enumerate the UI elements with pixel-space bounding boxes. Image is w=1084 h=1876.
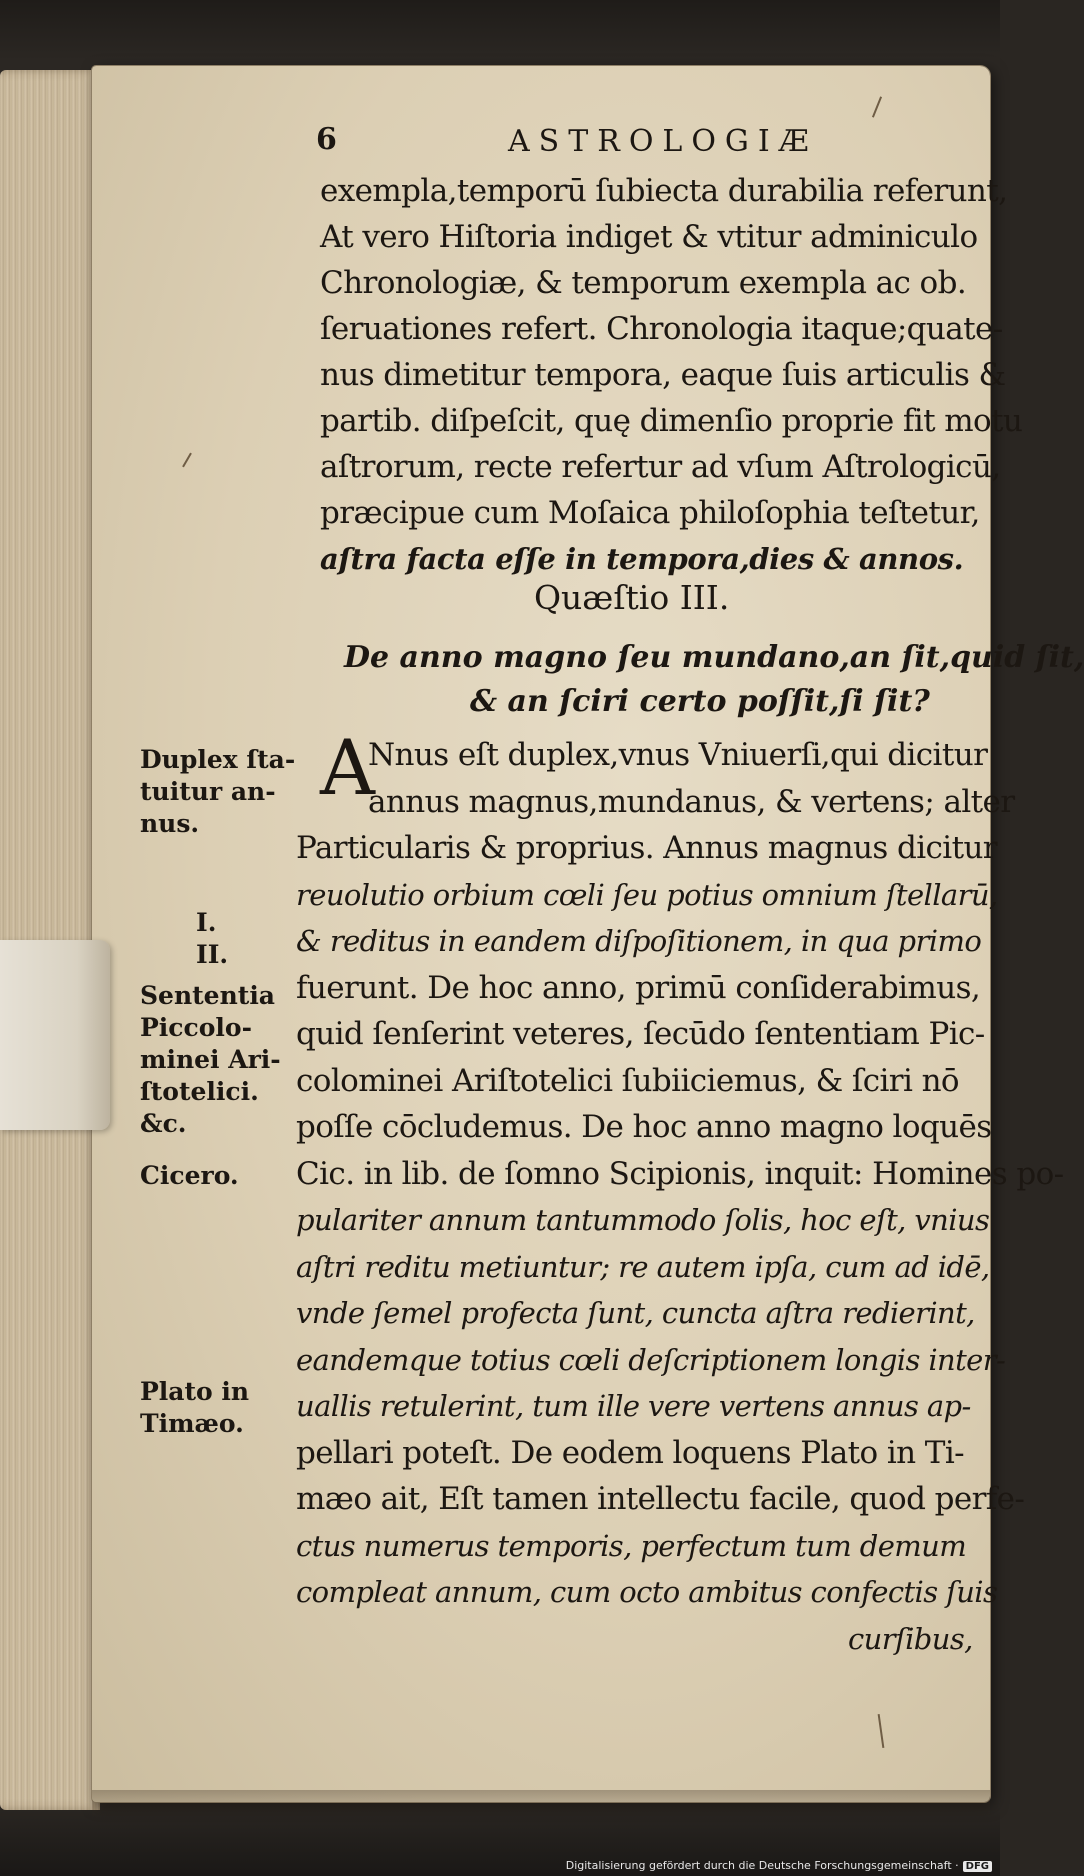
- text-line: uallis retulerint, tum ille vere vertens annus ap-: [296, 1389, 971, 1423]
- marginal-note-cicero: [140, 1160, 239, 1192]
- marginal-line: I.: [196, 908, 217, 937]
- text-line: At vero Hiſtoria indiget & vtitur adminiculo: [320, 219, 978, 255]
- marginal-note-numerals: [196, 907, 228, 971]
- text-line: nus dimetitur tempora, eaque ſuis articulis &: [320, 357, 1006, 393]
- text-line: & reditus in eandem diſpoſitionem, in qua primo: [296, 924, 982, 958]
- running-head: ASTROLOGIÆ: [508, 124, 818, 159]
- text-line: reuolutio orbium cœli ſeu potius omnium ſtellarū,: [296, 877, 998, 912]
- question-subtitle-line-2: & an ſciri certo poſſit,ſi ſit?: [470, 684, 930, 719]
- text-line: ſeruationes refert. Chronologia itaque;quate-: [320, 311, 1003, 347]
- question-subtitle-line-1: De anno magno ſeu mundano,an ſit,quid ſit,: [344, 640, 1084, 675]
- question-title: Quæſtio III.: [534, 578, 730, 617]
- marginal-line: Timæo.: [140, 1409, 244, 1438]
- text-line: curſibus,: [848, 1621, 973, 1656]
- text-line: quid ſenſerint veteres, ſecūdo ſententiam Pic-: [296, 1016, 985, 1052]
- marginal-line: tuitur an-: [140, 777, 276, 806]
- text-line: pulariter annum tantummodo ſolis, hoc eſt, vnius: [296, 1203, 990, 1237]
- marginal-line: nus.: [140, 809, 200, 838]
- text-line: præcipue cum Moſaica philoſophia teſtetur,: [320, 495, 980, 531]
- marginal-note-sententia: [140, 980, 281, 1140]
- credit-text: Digitalisierung gefördert durch die Deutsche Forschungsgemeinschaft ·: [565, 1859, 959, 1872]
- page-number: 6: [316, 122, 337, 157]
- text-line: exempla,temporū ſubiecta durabilia referunt,: [320, 173, 1008, 209]
- marginal-note-duplex: [140, 744, 295, 840]
- text-line: Cic. in lib. de ſomno Scipionis, inquit: Homines po-: [296, 1155, 1064, 1192]
- marginal-line: Sententia: [140, 981, 276, 1010]
- text-line: eandemque totius cœli deſcriptionem longis inter-: [296, 1342, 1006, 1377]
- text-line: aſtri reditu metiuntur; re autem ipſa, cum ad idē,: [296, 1249, 990, 1284]
- marginal-line: minei Ari-: [140, 1045, 281, 1074]
- marginal-line: Piccolo-: [140, 1013, 252, 1042]
- text-line: mæo ait, Eſt tamen intellectu facile, quod perfe-: [296, 1481, 1025, 1517]
- body-text-block-2: [296, 723, 1064, 1662]
- text-line: aſtrorum, recte refertur ad vſum Aſtrologicū,: [320, 449, 1001, 485]
- marginal-line: Duplex ſta-: [140, 745, 296, 774]
- text-line: compleat annum, cum octo ambitus confectis ſuis: [296, 1575, 998, 1609]
- text-line: aſtra facta eſſe in tempora,dies & annos.: [320, 542, 964, 576]
- text-line: poſſe cōcludemus. De hoc anno magno loquēs: [296, 1109, 992, 1145]
- digitization-credit: [566, 1859, 992, 1872]
- page-tab-marker: [0, 940, 110, 1130]
- text-line: Nnus eſt duplex,vnus Vniuerſi,qui dicitur: [368, 737, 988, 773]
- marginal-line: &c.: [140, 1109, 187, 1138]
- text-line: ctus numerus temporis, perfectum tum demum: [296, 1528, 967, 1563]
- dfg-logo: DFG: [963, 1861, 992, 1872]
- body-text-block-1: [320, 168, 1023, 582]
- marginal-line: Plato in: [140, 1377, 250, 1406]
- text-line: fuerunt. De hoc anno, primū conſiderabimus,: [296, 969, 981, 1006]
- marginal-note-plato: [140, 1376, 249, 1440]
- text-line: pellari poteſt. De eodem loquens Plato in Ti-: [296, 1434, 965, 1471]
- drop-cap: A: [320, 723, 375, 812]
- text-line: colominei Ariſtotelici ſubiiciemus, & ſciri nō: [296, 1062, 959, 1099]
- text-line: Particularis & proprius. Annus magnus dicitur: [296, 830, 998, 866]
- text-line: vnde ſemel profecta ſunt, cuncta aſtra redierint,: [296, 1296, 975, 1330]
- page-foot-shadow: [92, 1790, 990, 1818]
- text-line: Chronologiæ, & temporum exempla ac ob.: [320, 265, 967, 301]
- marginal-line: ſtotelici.: [140, 1077, 259, 1106]
- marginal-line: Cicero.: [140, 1161, 239, 1190]
- text-line: partib. diſpeſcit, quę dimenſio proprie fit motu: [320, 403, 1023, 439]
- marginal-line: II.: [196, 940, 229, 969]
- text-line: annus magnus,mundanus, & vertens; alter: [368, 783, 1015, 820]
